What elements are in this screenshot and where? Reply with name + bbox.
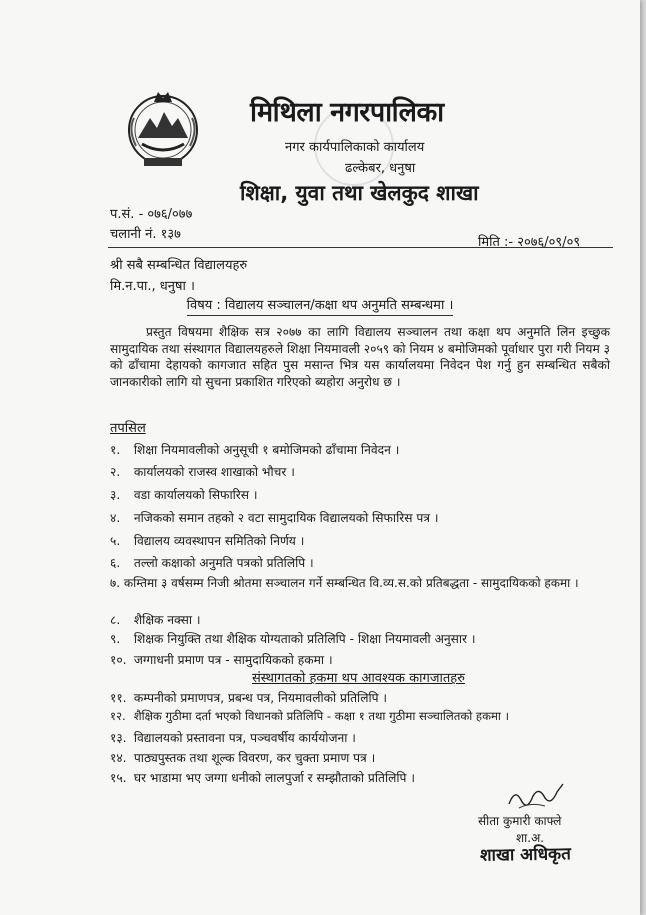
list-item-number: ८. [110,613,121,627]
list-item [110,630,476,647]
office-subtitle: नगर कार्यपालिकाको कार्यालय [285,140,425,155]
list-item-text: विद्यालयको प्रस्तावना पत्र, पञ्चवर्षीय कार्ययोजना । [133,731,356,745]
list-item-text: कम्तिमा ३ वर्षसम्म निजी श्रोतमा सञ्चालन गर्ने सम्बन्धित वि.व्य.स.को प्रतिबद्धता - सामुदायिकको हकमा । [123,576,579,590]
list-item-number: १५. [110,771,127,785]
list-item-number: ११. [110,691,127,705]
list-item-number: १४. [110,751,127,765]
list-item-number: १३. [110,731,127,745]
list-heading: तपसिल [110,421,146,436]
list-item-text: विद्यालय व्यवस्थापन समितिको निर्णय । [133,534,305,548]
header-divider [108,247,613,248]
signer-title: शा.अ. [516,831,545,845]
list-item-number: ५. [110,534,121,548]
list-item-text: शैक्षिक नक्सा । [133,613,201,627]
list-item [110,651,333,668]
list-item [110,486,258,503]
list-item [110,509,439,526]
branch-name: शिक्षा, युवा तथा खेलकुद शाखा [240,181,479,205]
list-item-text: शैक्षिक गुठीमा दर्ता भएको विधानको प्रतिलिपि - कक्षा १ तथा गुठीमा सञ्चालितको हकमा । [133,709,509,723]
list-item-text: जग्गाधनी प्रमाण पत्र - सामुदायिकको हकमा । [133,653,333,667]
list-item-number: १२. [110,709,126,723]
handwritten-signature [505,778,567,812]
recipient-line-1: श्री सबै सम्बन्धित विद्यालयहरु [110,258,248,273]
list-item-text: घर भाडामा भए जग्गा धनीको लालपुर्जा र सम्झौताको प्रतिलिपि । [133,771,415,785]
list-item [110,463,295,480]
list-item [110,749,375,766]
office-city: ढल्केबर, धनुषा [345,161,416,176]
list-item-text: कम्पनीको प्रमाणपत्र, प्रबन्ध पत्र, नियमावलीको प्रतिलिपि । [133,691,388,705]
recipient-line-2: मि.न.पा., धनुषा । [110,279,195,294]
list-item-number: १०. [110,653,127,667]
list-item [110,554,314,571]
list-item-text: शिक्षा नियमावलीको अनुसूची १ बमोजिमको ढाँचामा निवेदन । [133,443,400,457]
list-item-number: ७. [110,576,121,590]
office-name: मिथिला नगरपालिका [250,97,444,128]
signer-name: सीता कुमारी काफ्ले [478,814,562,828]
list-item-number: ३. [110,488,121,502]
list-item-number: ६. [110,556,121,570]
list-item-text: तल्लो कक्षाको अनुमति पत्रको प्रतिलिपि । [133,556,314,570]
list-item [110,575,612,592]
officer-stamp: शाखा अधिकृत [479,844,571,866]
list-item-number: ९. [110,632,121,646]
body-paragraph: प्रस्तुत विषयमा शैक्षिक सत्र २०७७ का लागि विद्यालय सञ्चालन तथा कक्षा थप अनुमति लिन इच्छुक सामुदायिक तथा संस्थागत विद्यालयहरुले शिक्षा नियमावली २०५९ को नियम ४ बमोजिमको पूर्वाधार पुरा गरी नियम ३ को ढाँचामा देहायको कागजात सहित पुस मसान्त भित्र यस कार्यालयमा निवेदन पेश गर्नु हुन सम्बन्धित सबैको जानकारीको लागि यो सुचना प्रकाशित गरिएको ब्यहोरा अनुरोध छ । [110,325,610,389]
list-item-text: शिक्षक नियुक्ति तथा शैक्षिक योग्यताको प्रतिलिपि - शिक्षा नियमावली अनुसार । [133,632,476,646]
list-item-text: नजिकको समान तहको २ वटा सामुदायिक विद्यालयको सिफारिस पत्र । [133,511,439,525]
nepal-emblem-icon [124,88,202,170]
reference-number: प.सं. - ०७६/०७७ [110,207,193,222]
list-item [110,769,415,786]
list-item [110,689,387,706]
list-item [110,709,509,724]
subject-text: विषय : विद्यालय सञ्चालन/कक्षा थप अनुमति सम्बन्धमा । [187,298,454,316]
letter-date: मिति :- २०७६/०९/०९ [478,235,581,250]
list-item [110,441,399,458]
list-item-text: वडा कार्यालयको सिफारिस । [133,488,258,502]
letter-subject [0,295,640,313]
list-item [110,532,304,549]
list-item-text: कार्यालयको राजस्व शाखाको भौचर । [133,465,295,479]
list-item [110,611,201,628]
institutional-heading: संस्थागतको हकमा थप आवश्यक कागजातहरु [252,671,465,686]
list-item-number: २. [110,465,121,479]
list-item-number: १. [110,443,121,457]
list-item-number: ४. [110,511,121,525]
list-item-text: पाठ्यपुस्तक तथा शूल्क विवरण, कर चुक्ता प्रमाण पत्र । [133,751,376,765]
dispatch-number: चलानी नं. १३७ [110,227,181,242]
list-item [110,729,356,746]
